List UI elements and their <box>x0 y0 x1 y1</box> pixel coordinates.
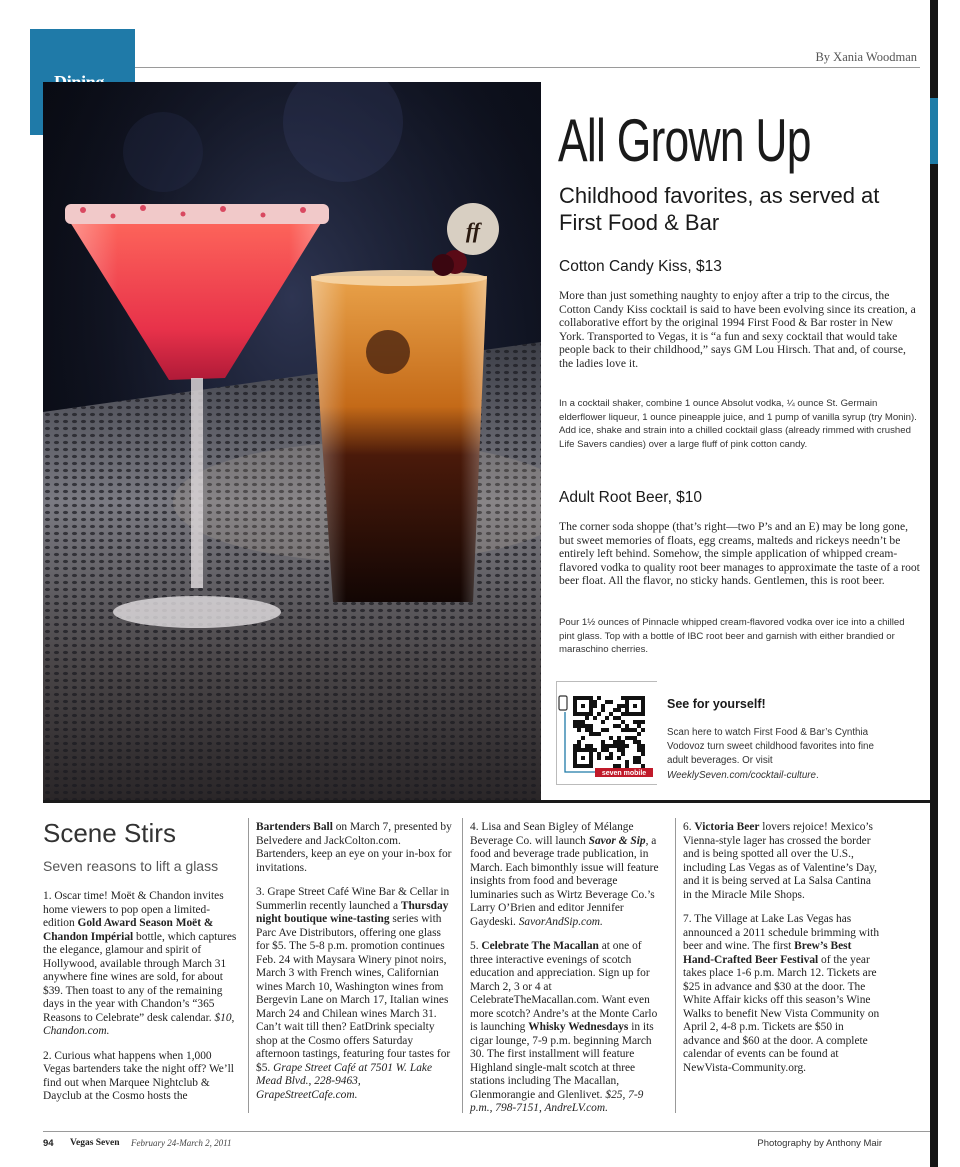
scene-column-1 <box>43 890 241 1115</box>
scene-item-2: 2. Curious what happens when 1,000 Vegas bartenders take the night off? We’ll find out when Marquee Nightclub & Dayclub at the Cosmo hosts the <box>43 1049 234 1102</box>
footer-rule <box>43 1131 930 1132</box>
issue-date: February 24-March 2, 2011 <box>131 1138 232 1148</box>
scene-item-6: 6. Victoria Beer lovers rejoice! Mexico’s Vienna-style lager has crossed the border and is being spotted all over the U.S., including Las Vegas as of Valentine’s Day, and it is being served at La Salsa Cantina in the Miracle Mile Shops. <box>683 821 878 901</box>
scene-column-4 <box>683 821 880 1086</box>
section-divider <box>43 800 930 803</box>
page-number: 94 <box>43 1138 54 1149</box>
qr-body-end: . <box>816 769 819 781</box>
drink-recipe-cotton-candy: In a cocktail shaker, combine 1 ounce Absolut vodka, ¼ ounce St. Germain elderflower liqueur, 1 ounce pineapple juice, and 1 pump of vanilla syrup (try Monin). Add ice, shake and strain into a chilled cocktail glass (already rimmed with crushed Life Savers candies) over a large fluff of pink cotton candy. <box>559 398 917 451</box>
column-rule <box>248 818 249 1113</box>
scene-column-2 <box>256 821 453 1113</box>
qr-code-icon <box>557 682 657 784</box>
cocktail-illustration <box>43 82 541 800</box>
qr-brand: seven mobile <box>601 770 647 777</box>
scene-item-4: 4. Lisa and Sean Bigley of Mélange Beverage Co. will launch Savor & Sip, a food and beverage trade publication, in March. Each bimonthly issue will feature insights from food and beverage luminaries such as Wirtz Beverage Co.’s Larry O’Brien and editor Jennifer Gaydeski. SavorAndSip.com. <box>470 821 659 928</box>
drink-description-root-beer: The corner soda shoppe (that’s right—two P’s and an E) may be long gone, but sweet memories of floats, egg creams, malteds and rickeys needn’t be entirely left behind. Somehow, the simple application of whipped cream-flavored vodka to quality root beer manages to approximate the taste of a root beer float. All the flavor, no sticky hands. Gentlemen, this is root beer. <box>559 520 920 588</box>
scene-subtitle: Seven reasons to lift a glass <box>43 858 219 874</box>
drink-heading-root-beer: Adult Root Beer, $10 <box>559 489 703 506</box>
scene-item-2-cont: Bartenders Ball on March 7, presented by Belvedere and JackColton.com. Bartenders, keep an eye on your in-box for invitations. <box>256 821 452 874</box>
article-title: All Grown Up <box>558 107 811 174</box>
edge-bar <box>930 0 938 1167</box>
scene-item-3: 3. Grape Street Café Wine Bar & Cellar in Summerlin recently launched a Thursday night boutique wine-tasting series with Parc Ave Distributors, offering one glass for $5. The 5-8 p.m. promotion continues Feb. 24 with Maysara Winery pinot noirs, March 3 with French wines, Californian wines March 10, Washington wines from Bergevin Lane on March 17, Italian wines March 24 and Chilean wines March 31. Can’t wait till then? EatDrink specialty shop at the Cosmo offers Saturday afternoon tastings, featuring four tastes for $5. Grape Street Café at 7501 W. Lake Mead Blvd., 228-9463, GrapeStreetCafe.com. <box>256 886 451 1101</box>
drink-description-cotton-candy: More than just something naughty to enjoy after a trip to the circus, the Cotton Candy Kiss cocktail is said to have been evolving since its creation, a collaborative effort by the original 1994 First Food & Bar roster in New York. Transported to Vegas, it is “a fun and sexy cocktail that would take people back to their childhood,” says GM Lou Hirsch. That and, of course, the ladies love it. <box>559 289 916 370</box>
qr-body <box>667 726 887 783</box>
drink-recipe-root-beer: Pour 1½ ounces of Pinnacle whipped cream-flavored vodka over ice into a chilled pint glass. Top with a bottle of IBC root beer and garnish with either brandied or maraschino cherries. <box>559 617 905 656</box>
scene-title: Scene Stirs <box>43 818 176 848</box>
top-rule <box>134 67 920 68</box>
article-subtitle: Childhood favorites, as served at First Food & Bar <box>559 183 880 235</box>
scene-item-5: 5. Celebrate The Macallan at one of three interactive evenings of scotch education and appreciation. Sign up for March 2, 3 or 4 at CelebrateTheMacallan.com. Want even more scotch? Andre’s at the Monte Carlo is launching Whisky Wednesdays in its cigar lounge, 7-9 p.m. beginning March 30. The first installment will feature Highland single-malt scotch at three stations including The Macallan, Glenmorangie and Glenlivet. $25, 7-9 p.m., 798-7151, AndreLV.com. <box>470 940 658 1114</box>
edge-accent <box>930 98 938 164</box>
qr-heading: See for yourself! <box>667 697 766 711</box>
garnish-logo: ff <box>465 218 481 243</box>
column-rule <box>462 818 463 1113</box>
byline: By Xania Woodman <box>815 50 917 64</box>
qr-body-text: Scan here to watch First Food & Bar’s Cynthia Vodovoz turn sweet childhood favorites into fine adult beverages. Or visit <box>667 727 874 767</box>
column-rule <box>675 818 676 1113</box>
qr-code-box[interactable] <box>556 681 657 785</box>
magazine-name: Vegas Seven <box>70 1138 120 1148</box>
scene-item-1: 1. Oscar time! Moët & Chandon invites home viewers to pop open a limited-edition Gold Award Season Moët & Chandon Impérial bottle, which captures the elegance, glamour and spirit of Hollywood, available through March 31 anywhere fine wines are sold, for about $39. Then toast to any of the remaining days in the year with Chandon’s “365 Reasons to Celebrate” desk calendar. $10, Chandon.com. <box>43 890 237 1037</box>
qr-link[interactable]: WeeklySeven.com/cocktail-culture <box>667 769 817 781</box>
scene-item-7: 7. The Village at Lake Las Vegas has announced a 2011 schedule brimming with beer and wine. The first Brew’s Best Hand-Crafted Beer Festival of the year takes place 1-6 p.m. March 12. Tickets are $25 in advance and $30 at the door. The White Affair kicks off this season’s Wine Walks to benefit New Vista Community on April 2, 4-8 p.m. Tickets are $50 in advance and $60 at the door. A complete calendar of events can be found at NewVista-Community.org. <box>683 913 880 1074</box>
drink-heading-cotton-candy: Cotton Candy Kiss, $13 <box>559 258 722 275</box>
photo-credit: Photography by Anthony Mair <box>757 1138 882 1149</box>
scene-column-3 <box>470 821 667 1127</box>
cocktail-photo <box>43 82 541 800</box>
